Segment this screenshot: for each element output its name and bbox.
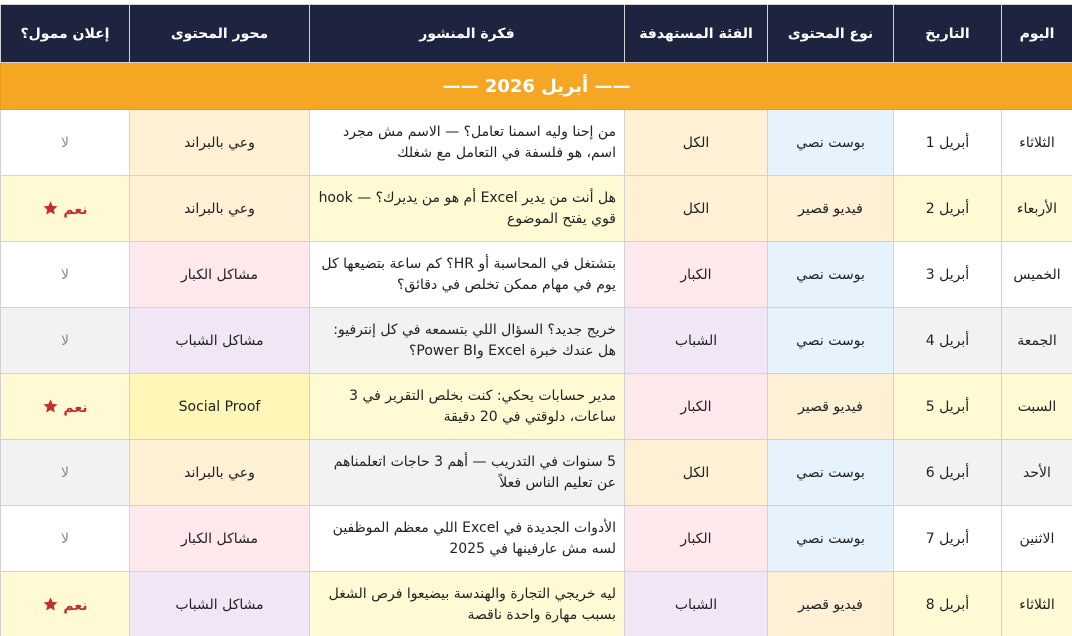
cell-audience xyxy=(625,176,768,242)
cell-pillar-text: وعي بالبراند xyxy=(184,200,255,217)
calendar-table xyxy=(0,4,1072,636)
col-header-audience: الفئة المستهدفة xyxy=(625,5,768,63)
table-row xyxy=(1,308,1072,374)
star-icon xyxy=(42,398,59,415)
cell-paid-ad xyxy=(1,572,130,636)
cell-content-type xyxy=(768,440,894,506)
cell-audience xyxy=(625,242,768,308)
cell-pillar-text: مشاكل الشباب xyxy=(175,332,264,349)
cell-day xyxy=(1002,572,1072,636)
col-header-idea: فكرة المنشور xyxy=(310,5,625,63)
cell-date-text: أبريل 5 xyxy=(925,398,970,415)
cell-audience xyxy=(625,110,768,176)
cell-content-type-text: فيديو قصير xyxy=(798,596,863,613)
cell-audience xyxy=(625,440,768,506)
table-row xyxy=(1,110,1072,176)
cell-date-text: أبريل 3 xyxy=(925,266,970,283)
cell-audience-text: الكبار xyxy=(680,266,712,283)
cell-audience-text: الكبار xyxy=(680,530,712,547)
cell-content-type-text: بوست نصي xyxy=(796,134,865,151)
cell-day xyxy=(1002,506,1072,572)
cell-post-idea xyxy=(310,308,625,374)
cell-day xyxy=(1002,110,1072,176)
cell-pillar-text: مشاكل الشباب xyxy=(175,596,264,613)
month-banner: —— أبريل 2026 —— xyxy=(1,63,1072,110)
cell-date xyxy=(894,572,1002,636)
cell-paid-ad xyxy=(1,308,130,374)
cell-paid-ad-text: لا xyxy=(61,266,69,283)
cell-paid-ad xyxy=(1,374,130,440)
cell-paid-ad-text: لا xyxy=(61,530,69,547)
cell-day xyxy=(1002,176,1072,242)
cell-pillar xyxy=(130,374,310,440)
cell-date-text: أبريل 2 xyxy=(925,200,970,217)
cell-day-text: الأربعاء xyxy=(1016,200,1058,217)
cell-content-type xyxy=(768,308,894,374)
cell-day xyxy=(1002,308,1072,374)
star-icon xyxy=(42,200,59,217)
cell-pillar-text: مشاكل الكبار xyxy=(180,530,259,547)
cell-pillar-text: وعي بالبراند xyxy=(184,134,255,151)
cell-pillar xyxy=(130,242,310,308)
table-row xyxy=(1,572,1072,636)
cell-date xyxy=(894,110,1002,176)
cell-date xyxy=(894,242,1002,308)
cell-content-type xyxy=(768,374,894,440)
cell-audience-text: الشباب xyxy=(674,596,718,613)
cell-date-text: أبريل 4 xyxy=(925,332,970,349)
cell-pillar xyxy=(130,176,310,242)
col-header-day: اليوم xyxy=(1002,5,1072,63)
cell-day-text: الخميس xyxy=(1013,266,1061,283)
cell-content-type xyxy=(768,506,894,572)
month-banner-row xyxy=(1,63,1072,110)
cell-pillar xyxy=(130,308,310,374)
cell-content-type xyxy=(768,110,894,176)
cell-date xyxy=(894,440,1002,506)
cell-audience-text: الكل xyxy=(682,200,710,217)
cell-paid-ad xyxy=(1,242,130,308)
cell-paid-ad-text: لا xyxy=(61,332,69,349)
cell-content-type-text: فيديو قصير xyxy=(798,200,863,217)
cell-post-idea-text: مدير حسابات يحكي: كنت بخلص التقرير في 3 ساعات، دلوقتي في 20 دقيقة xyxy=(349,387,616,425)
cell-date-text: أبريل 7 xyxy=(925,530,970,547)
cell-audience xyxy=(625,572,768,636)
cell-day-text: الأحد xyxy=(1023,464,1051,481)
cell-content-type-text: بوست نصي xyxy=(796,266,865,283)
table-row xyxy=(1,374,1072,440)
cell-audience xyxy=(625,374,768,440)
cell-post-idea-text: 5 سنوات في التدريب — أهم 3 حاجات اتعلمناهم عن تعليم الناس فعلاً xyxy=(333,453,616,491)
cell-date xyxy=(894,374,1002,440)
cell-date xyxy=(894,176,1002,242)
cell-day-text: السبت xyxy=(1017,398,1057,415)
cell-date-text: أبريل 8 xyxy=(925,596,970,613)
cell-content-type-text: فيديو قصير xyxy=(798,398,863,415)
table-row xyxy=(1,176,1072,242)
cell-audience xyxy=(625,506,768,572)
col-header-date: التاريخ xyxy=(894,5,1002,63)
header-row xyxy=(1,5,1072,63)
cell-pillar-text: Social Proof xyxy=(178,398,261,415)
cell-post-idea xyxy=(310,110,625,176)
cell-post-idea-text: الأدوات الجديدة في Excel اللي معظم الموظفين لسه مش عارفينها في 2025 xyxy=(332,519,616,557)
cell-pillar-text: وعي بالبراند xyxy=(184,464,255,481)
cell-pillar xyxy=(130,506,310,572)
cell-content-type xyxy=(768,176,894,242)
table-row xyxy=(1,506,1072,572)
cell-audience-text: الكبار xyxy=(680,398,712,415)
cell-audience-text: الشباب xyxy=(674,332,718,349)
col-header-type: نوع المحتوى xyxy=(768,5,894,63)
cell-paid-ad xyxy=(1,506,130,572)
cell-paid-ad-text: نعم xyxy=(63,201,88,218)
col-header-paid: إعلان ممول؟ xyxy=(1,5,130,63)
cell-audience xyxy=(625,308,768,374)
cell-post-idea xyxy=(310,506,625,572)
cell-date-text: أبريل 1 xyxy=(925,134,970,151)
cell-post-idea xyxy=(310,242,625,308)
table-row xyxy=(1,242,1072,308)
cell-post-idea xyxy=(310,176,625,242)
cell-day xyxy=(1002,374,1072,440)
cell-audience-text: الكل xyxy=(682,134,710,151)
cell-paid-ad-text: نعم xyxy=(63,597,88,614)
cell-post-idea-text: هل أنت من يدير Excel أم هو من يديرك؟ — hook قوي يفتح الموضوع xyxy=(318,189,616,227)
cell-content-type xyxy=(768,242,894,308)
cell-paid-ad xyxy=(1,440,130,506)
cell-day-text: الثلاثاء xyxy=(1019,134,1055,151)
cell-post-idea-text: ليه خريجي التجارة والهندسة بيضيعوا فرص الشغل بسبب مهارة واحدة ناقصة xyxy=(328,585,616,623)
cell-date-text: أبريل 6 xyxy=(925,464,970,481)
cell-pillar xyxy=(130,440,310,506)
cell-audience-text: الكل xyxy=(682,464,710,481)
cell-paid-ad-text: لا xyxy=(61,134,69,151)
cell-post-idea-text: بتشتغل في المحاسبة أو HR؟ كم ساعة بتضيعها كل يوم في مهام ممكن تخلص في دقائق؟ xyxy=(321,255,616,293)
cell-paid-ad xyxy=(1,176,130,242)
cell-pillar-text: مشاكل الكبار xyxy=(180,266,259,283)
cell-pillar xyxy=(130,572,310,636)
cell-day-text: الجمعة xyxy=(1017,332,1057,349)
cell-post-idea-text: خريج جديد؟ السؤال اللي بتسمعه في كل إنترفيو: هل عندك خبرة Excel وPower BI؟ xyxy=(333,321,616,359)
col-header-pillar: محور المحتوى xyxy=(130,5,310,63)
cell-content-type-text: بوست نصي xyxy=(796,332,865,349)
cell-content-type xyxy=(768,572,894,636)
cell-pillar xyxy=(130,110,310,176)
cell-date xyxy=(894,506,1002,572)
cell-date xyxy=(894,308,1002,374)
cell-content-type-text: بوست نصي xyxy=(796,530,865,547)
cell-post-idea-text: من إحنا وليه اسمنا تعامل؟ — الاسم مش مجرد اسم، هو فلسفة في التعامل مع شغلك xyxy=(343,123,616,161)
cell-day xyxy=(1002,242,1072,308)
cell-content-type-text: بوست نصي xyxy=(796,464,865,481)
cell-day-text: الثلاثاء xyxy=(1019,596,1055,613)
cell-post-idea xyxy=(310,572,625,636)
star-icon xyxy=(42,596,59,613)
cell-paid-ad-text: نعم xyxy=(63,399,88,416)
table-row xyxy=(1,440,1072,506)
cell-paid-ad xyxy=(1,110,130,176)
cell-paid-ad-text: لا xyxy=(61,464,69,481)
cell-post-idea xyxy=(310,374,625,440)
cell-day xyxy=(1002,440,1072,506)
cell-post-idea xyxy=(310,440,625,506)
cell-day-text: الاثنين xyxy=(1019,530,1055,547)
